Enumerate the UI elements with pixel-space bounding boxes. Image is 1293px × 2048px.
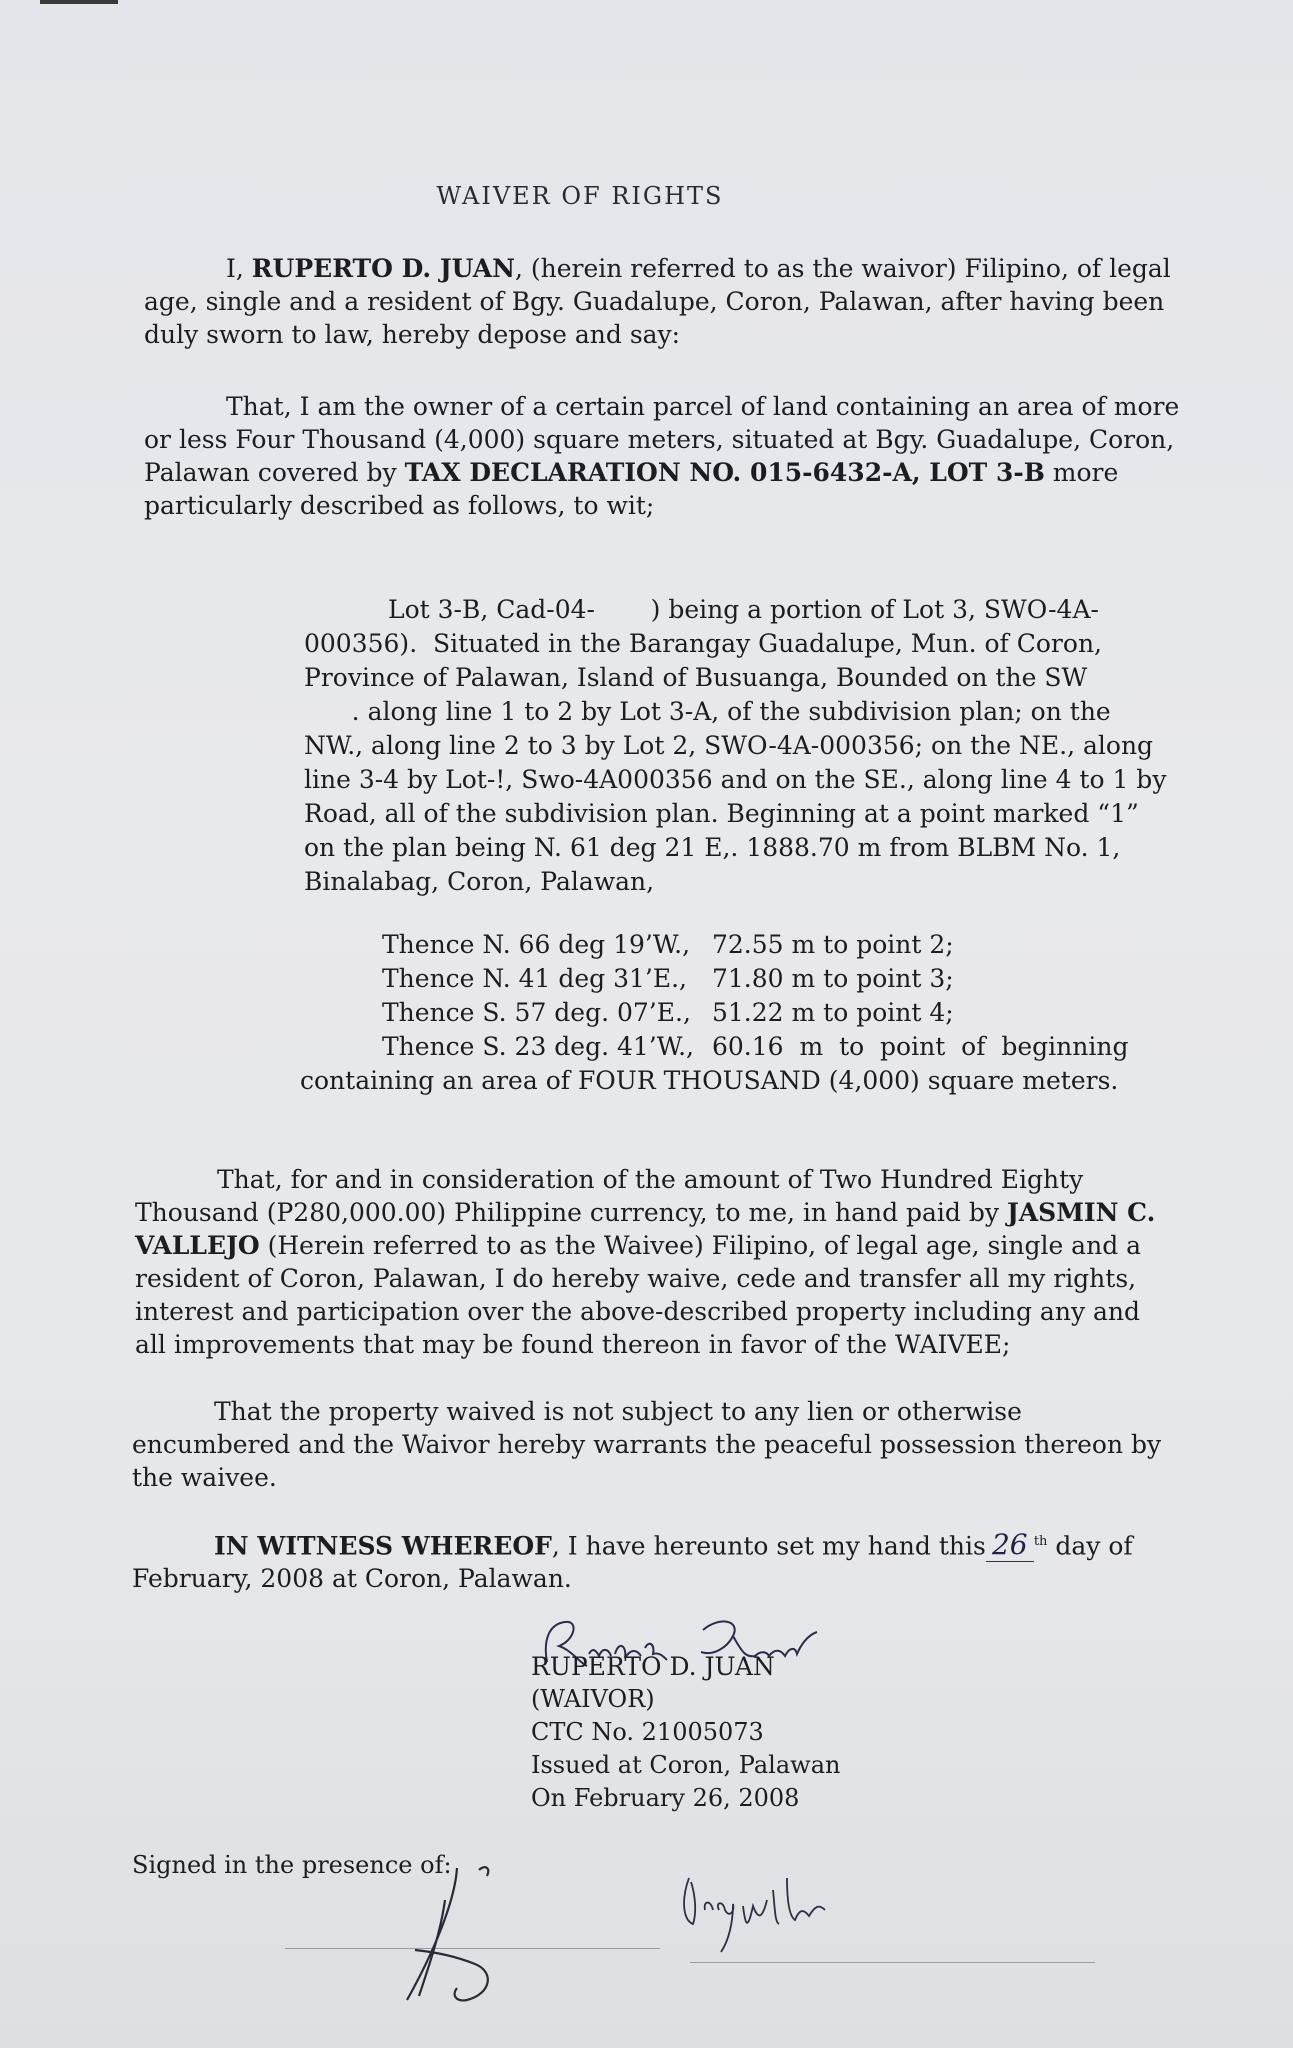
ownership-paragraph: That, I am the owner of a certain parcel of land containing an area of more or less Four Thousand (4,000) square meters, situated at Bgy. Guadalupe, Coron, Palawan covered by TAX DECLARATION NO. 015-6432-A, LOT 3-B more particularly described as follows, to wit; [144,392,1180,520]
waivor-name: RUPERTO D. JUAN [251,254,515,283]
course-row: Thence N. 41 deg 31’E., 71.80 m to point 3; [382,964,954,993]
survey-courses [382,928,1128,1064]
lot-line: Province of Palawan, Island of Busuanga, Bounded on the SW [304,663,1088,692]
intro-paragraph: I, RUPERTO D. JUAN, (herein referred to as the waivor) Filipino, of legal age, single and a resident of Bgy. Guadalupe, Coron, Palawan, after having been duly sworn to law, hereby depose and say: [144,254,1171,349]
area-statement: containing an area of FOUR THOUSAND (4,000) square meters. [300,1066,1119,1095]
course-row: Thence S. 57 deg. 07’E., 51.22 m to point 4; [382,998,954,1027]
consideration-paragraph: That, for and in consideration of the amount of Two Hundred Eighty Thousand (P280,000.00) Philippine currency, to me, in hand paid by JASMIN C. VALLEJO (Herein referred to as the Waivee) Filipino, of legal age, single and a resident of Coron, Palawan, I do hereby waive, cede and transfer all my rights, interest and participation over the above-described property including any and all improvements that may be found thereon in favor of the WAIVEE; [135,1165,1156,1359]
lot-line: line 3-4 by Lot-!, Swo-4A000356 and on the SE., along line 4 to 1 by [304,765,1167,794]
witness-signature-line [690,1962,1095,1963]
signatory-name: RUPERTO D. JUAN [531,1652,775,1681]
waivee-name: JASMIN C. [1006,1198,1156,1227]
course-row: Thence S. 23 deg. 41’W., 60.16 m to point of beginning [382,1032,1129,1061]
witness-two-signature [675,1870,855,1960]
ctc-issued-date: On February 26, 2008 [531,1784,800,1812]
lot-description [304,593,1167,899]
lot-line: . along line 1 to 2 by Lot 3-A, of the subdivision plan; on the [304,697,1111,726]
tax-declaration: TAX DECLARATION NO. 015-6432-A, LOT 3-B [404,458,1045,487]
lot-line: 000356). Situated in the Barangay Guadalupe, Mun. of Coron, [304,629,1102,658]
lien-paragraph: That the property waived is not subject to any lien or otherwise encumbered and the Waivor hereby warrants the peaceful possession thereon by the waivee. [132,1397,1162,1492]
witness-paragraph: IN WITNESS WHEREOF, I have hereunto set my hand this 26 $^{th}$ day of February, 2008 at Coron, Palawan. [132,1528,1133,1594]
ctc-issued-place: Issued at Coron, Palawan [531,1751,841,1779]
witness-one-signature [395,1860,515,2010]
signatory-block [531,1650,840,1815]
lot-line: Lot 3-B, Cad-04- ) being a portion of Lot 3, SWO-4A- [388,595,1099,624]
signatory-role: (WAIVOR) [531,1685,655,1713]
lot-line: Road, all of the subdivision plan. Beginning at a point marked “1” [304,799,1139,828]
lot-line: NW., along line 2 to 3 by Lot 2, SWO-4A-000356; on the NE., along [304,731,1154,760]
lot-line: on the plan being N. 61 deg 21 E,. 1888.70 m from BLBM No. 1, [304,833,1121,862]
ctc-number: CTC No. 21005073 [531,1718,764,1746]
course-row: Thence N. 66 deg 19’W., 72.55 m to point 2; [382,930,954,959]
document-title: WAIVER OF RIGHTS [436,182,724,210]
day-handwritten: 26 [986,1528,1034,1562]
lot-line: Binalabag, Coron, Palawan, [304,867,655,896]
signed-presence-label: Signed in the presence of: [132,1851,452,1879]
page-edge-mark [40,0,118,4]
